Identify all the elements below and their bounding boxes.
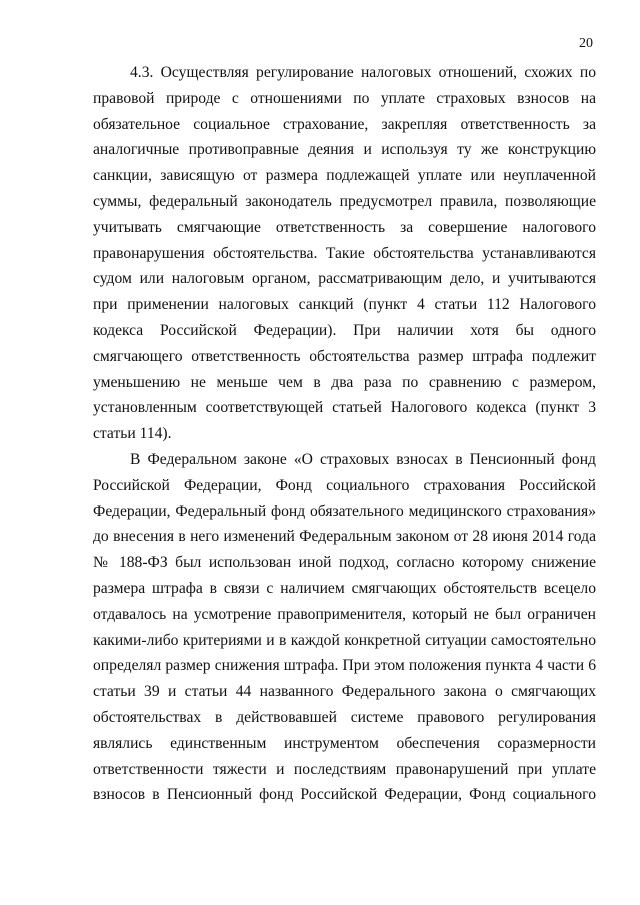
text-line: правонарушения обстоятельства. Такие обстоятельства устанавливаются (93, 244, 596, 262)
text-line: № 188-ФЗ был использован иной подход, согласно которому снижение (93, 554, 596, 572)
document-body (93, 60, 596, 808)
text-line: обязательное социальное страхование, закрепляя ответственность за (93, 115, 596, 133)
paragraph (93, 447, 596, 808)
text-line: статьи 114). (93, 425, 172, 443)
text-line: отдавалось на усмотрение правоприменителя, который не был ограничен (93, 605, 596, 623)
paragraph (93, 60, 596, 447)
text-line: санкции, зависящую от размера подлежащей уплате или неуплаченной (93, 167, 596, 185)
text-line: суммы, федеральный законодатель предусмотрел правила, позволяющие (93, 192, 596, 210)
text-line: кодекса Российской Федерации). При наличии хотя бы одного (93, 321, 596, 339)
text-line: являлись единственным инструментом обеспечения соразмерности (93, 734, 596, 752)
text-line: правовой природе с отношениями по уплате страховых взносов на (93, 89, 596, 107)
text-line: статьи 39 и статьи 44 названного Федерального закона о смягчающих (93, 683, 596, 701)
text-line: Федерации, Федеральный фонд обязательного медицинского страхования» (93, 502, 596, 520)
text-line: определял размер снижения штрафа. При этом положения пункта 4 части 6 (93, 657, 596, 675)
text-line: учитывать смягчающие ответственность за совершение налогового (93, 218, 596, 236)
text-line: судом или налоговым органом, рассматривающим дело, и учитываются (93, 270, 596, 288)
text-line: до внесения в него изменений Федеральным законом от 28 июня 2014 года (93, 528, 596, 546)
text-line: смягчающего ответственность обстоятельства размер штрафа подлежит (93, 347, 596, 365)
text-line: размера штрафа в связи с наличием смягчающих обстоятельств всецело (93, 579, 596, 597)
text-line: уменьшению не меньше чем в два раза по сравнению с размером, (93, 373, 596, 391)
page-number: 20 (579, 36, 593, 51)
text-line: В Федеральном законе «О страховых взносах в Пенсионный фонд (130, 450, 596, 468)
text-line: аналогичные противоправные деяния и используя ту же конструкцию (93, 141, 596, 159)
text-line: 4.3. Осуществляя регулирование налоговых отношений, схожих по (130, 64, 596, 81)
text-line: ответственности тяжести и последствиям правонарушений при уплате (93, 760, 596, 778)
text-line: какими-либо критериями и в каждой конкретной ситуации самостоятельно (93, 631, 596, 649)
text-line: Российской Федерации, Фонд социального страхования Российской (93, 476, 596, 494)
text-line: при применении налоговых санкций (пункт 4 статьи 112 Налогового (93, 296, 596, 314)
text-line: установленным соответствующей статьей Налогового кодекса (пункт 3 (93, 399, 596, 417)
text-line: взносов в Пенсионный фонд Российской Федерации, Фонд социального (93, 786, 596, 804)
text-line: обстоятельствах в действовавшей системе правового регулирования (93, 708, 596, 726)
